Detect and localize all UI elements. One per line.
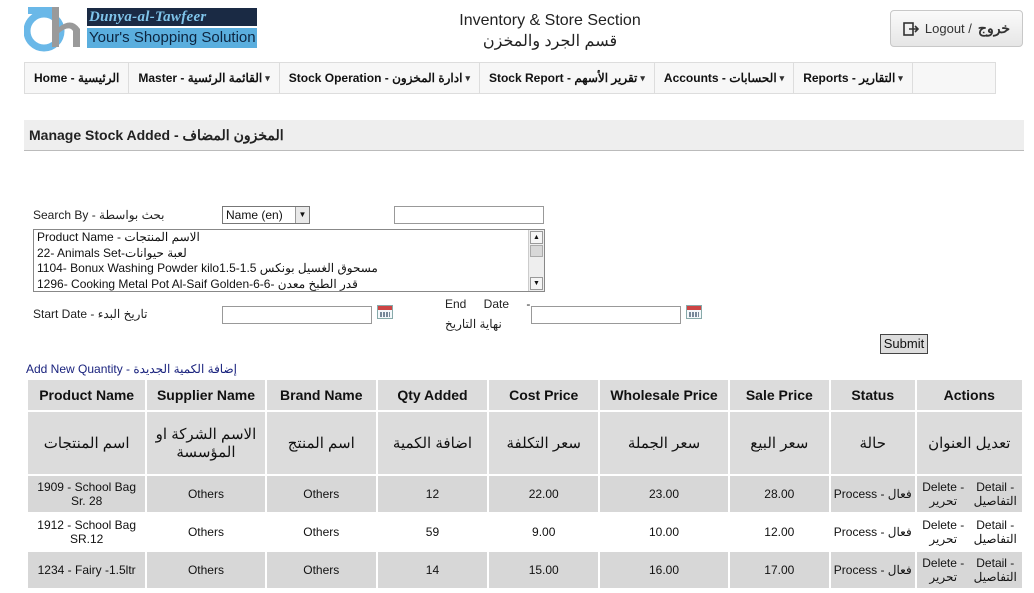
brand-logo[interactable]	[24, 3, 264, 53]
list-item[interactable]: 1104- Bonux Washing Powder kilo1.5-1.5 مسحوق الغسيل بونكس	[37, 261, 378, 275]
nav-master-label: Master - القائمة الرئسية	[138, 71, 263, 85]
cost-cell: 22.00	[489, 476, 598, 512]
column-header: Sale Price	[730, 380, 829, 410]
table-row	[28, 514, 1022, 550]
qty-cell: 14	[378, 552, 487, 588]
nav-stock-operation-label: Stock Operation - ادارة المخزون	[288, 71, 463, 85]
column-header-ar: اسم المنتج	[267, 412, 376, 474]
product-cell: 1234 - Fairy -1.5ltr	[28, 552, 145, 588]
product-cell: 1912 - School Bag SR.12	[28, 514, 145, 550]
list-item[interactable]: 1296- Cooking Metal Pot Al-Saif Golden-6-6- قدر الطبخ معدن	[37, 276, 358, 291]
table-header-row-ar	[28, 412, 1022, 474]
column-header-ar: تعديل العنوان	[917, 412, 1022, 474]
actions-cell	[917, 476, 1022, 512]
wholesale-cell: 23.00	[600, 476, 727, 512]
nav-stock-operation[interactable]	[280, 63, 480, 93]
column-header-ar: اسم المنتجات	[28, 412, 145, 474]
delete-link[interactable]: Delete - تحرير	[922, 518, 965, 546]
section-title-en: Inventory & Store Section	[459, 12, 641, 29]
nav-master[interactable]	[129, 63, 279, 93]
column-header: Product Name	[28, 380, 145, 410]
nav-stock-report-label: Stock Report - تقرير الأسهم	[488, 71, 638, 85]
brand-cell: Others	[267, 476, 376, 512]
column-header: Brand Name	[267, 380, 376, 410]
logout-label-en: Logout /	[924, 21, 972, 36]
supplier-cell: Others	[147, 476, 264, 512]
nav-home-label: Home - الرئيسية	[34, 71, 120, 85]
section-title-ar: قسم الجرد والمخزن	[482, 33, 618, 50]
status-cell: Process - فعال	[831, 476, 915, 512]
qty-cell: 59	[378, 514, 487, 550]
qty-cell: 12	[378, 476, 487, 512]
page-title: Manage Stock Added - المخزون المضاف	[24, 120, 1024, 151]
supplier-cell: Others	[147, 552, 264, 588]
listbox-scrollbar[interactable]	[528, 230, 544, 291]
calendar-icon[interactable]	[686, 305, 702, 319]
status-cell: Process - فعال	[831, 552, 915, 588]
actions-cell	[917, 552, 1022, 588]
add-new-quantity-link[interactable]: Add New Quantity - إضافة الكمية الجديدة	[26, 362, 237, 376]
calendar-icon[interactable]	[377, 305, 393, 319]
detail-link[interactable]: Detail - التفاصيل	[973, 556, 1017, 584]
list-item[interactable]: Product Name - الاسم المنتجات	[37, 230, 200, 244]
column-header-ar: الاسم الشركة او المؤسسة	[147, 412, 264, 474]
end-date-input[interactable]	[531, 306, 681, 324]
column-header: Cost Price	[489, 380, 598, 410]
column-header: Qty Added	[378, 380, 487, 410]
chevron-down-icon: ▼	[295, 207, 309, 223]
column-header-ar: سعر التكلفة	[489, 412, 598, 474]
delete-link[interactable]: Delete - تحرير	[922, 480, 965, 508]
wholesale-cell: 10.00	[600, 514, 727, 550]
detail-link[interactable]: Detail - التفاصيل	[973, 518, 1017, 546]
logo-title: Dunya-al-Tawfeer	[87, 8, 257, 26]
end-date-label-ar: نهاية التاريخ	[445, 317, 502, 331]
column-header: Status	[831, 380, 915, 410]
app-header	[0, 0, 1034, 62]
logout-button[interactable]	[890, 10, 1023, 47]
search-by-label: Search By - بحث بواسطة	[33, 208, 165, 222]
stock-table	[26, 378, 1024, 590]
submit-button[interactable]: Submit	[880, 334, 928, 354]
logout-label-ar: خروج	[977, 20, 1011, 36]
status-cell: Process - فعال	[831, 514, 915, 550]
column-header: Actions	[917, 380, 1022, 410]
nav-accounts-label: Accounts - الحسابات	[663, 71, 777, 85]
dropdown-arrow-icon: ▾	[898, 73, 903, 83]
nav-reports[interactable]	[794, 63, 913, 93]
actions-cell	[917, 514, 1022, 550]
dropdown-arrow-icon: ▾	[265, 73, 270, 83]
column-header-ar: سعر البيع	[730, 412, 829, 474]
brand-cell: Others	[267, 514, 376, 550]
dropdown-arrow-icon: ▾	[779, 73, 785, 83]
nav-home[interactable]	[25, 63, 129, 93]
delete-link[interactable]: Delete - تحرير	[922, 556, 965, 584]
supplier-cell: Others	[147, 514, 264, 550]
scroll-up-icon[interactable]: ▲	[530, 231, 543, 244]
start-date-label: Start Date - تاريخ البدء	[33, 307, 148, 321]
column-header: Supplier Name	[147, 380, 264, 410]
product-cell: 1909 - School Bag Sr. 28	[28, 476, 145, 512]
end-date-label-en: End Date -	[445, 297, 531, 311]
sale-cell: 12.00	[730, 514, 829, 550]
column-header-ar: حالة	[831, 412, 915, 474]
nav-stock-report[interactable]	[480, 63, 655, 93]
nav-reports-label: Reports - التقارير	[803, 71, 896, 85]
sale-cell: 17.00	[730, 552, 829, 588]
logout-icon	[903, 22, 919, 36]
scrollbar-thumb[interactable]	[530, 245, 543, 257]
cost-cell: 15.00	[489, 552, 598, 588]
product-listbox[interactable]	[33, 229, 545, 292]
column-header-ar: سعر الجملة	[600, 412, 727, 474]
table-row	[28, 552, 1022, 588]
column-header-ar: اضافة الكمية	[378, 412, 487, 474]
search-by-value: Name (en)	[226, 208, 283, 222]
logo-mark-icon	[24, 3, 86, 53]
dropdown-arrow-icon: ▾	[465, 73, 470, 83]
table-row	[28, 476, 1022, 512]
logo-tagline: Your's Shopping Solution	[89, 29, 256, 46]
nav-accounts[interactable]	[655, 63, 794, 93]
start-date-input[interactable]	[222, 306, 372, 324]
list-item[interactable]: 22- Animals Set-لعبة حيوانات	[37, 245, 187, 260]
wholesale-cell: 16.00	[600, 552, 727, 588]
sale-cell: 28.00	[730, 476, 829, 512]
search-by-select[interactable]	[222, 206, 310, 224]
main-nav	[24, 62, 996, 94]
column-header: Wholesale Price	[600, 380, 727, 410]
detail-link[interactable]: Detail - التفاصيل	[973, 480, 1017, 508]
scroll-down-icon[interactable]: ▼	[530, 277, 543, 290]
dropdown-arrow-icon: ▾	[640, 73, 645, 83]
search-input[interactable]	[394, 206, 544, 224]
cost-cell: 9.00	[489, 514, 598, 550]
brand-cell: Others	[267, 552, 376, 588]
table-header-row-en	[28, 380, 1022, 410]
